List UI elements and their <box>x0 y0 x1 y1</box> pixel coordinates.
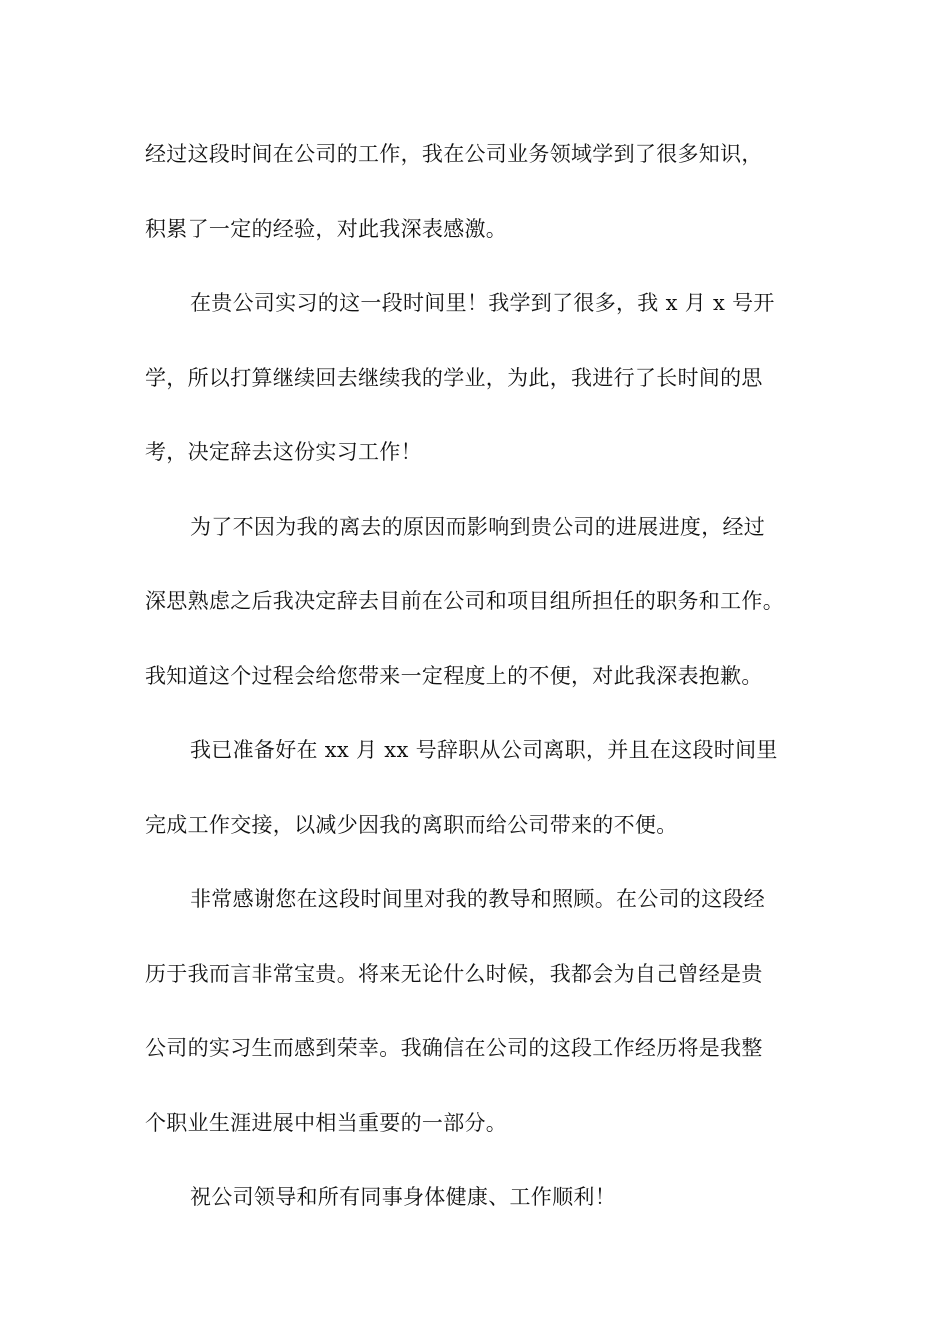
text-line: 历于我而言非常宝贵。将来无论什么时候，我都会为自己曾经是贵 <box>145 961 763 986</box>
text-line: 积累了一定的经验，对此我深表感激。 <box>145 216 508 241</box>
text-line: 我知道这个过程会给您带来一定程度上的不便，对此我深表抱歉。 <box>145 663 763 688</box>
closing-wish-line: 祝公司领导和所有同事身体健康、工作顺利！ <box>190 1185 616 1209</box>
text-line: 个职业生涯进展中相当重要的一部分。 <box>145 1110 508 1135</box>
paragraph-start-line: 为了不因为我的离去的原因而影响到贵公司的进展进度，经过 <box>190 514 766 539</box>
text-line: 经过这段时间在公司的工作，我在公司业务领域学到了很多知识， <box>145 142 763 166</box>
paragraph-start-line: 在贵公司实习的这一段时间里！我学到了很多，我 x 月 x 号开 <box>190 291 775 315</box>
text-line: 公司的实习生而感到荣幸。我确信在公司的这段工作经历将是我整 <box>145 1036 763 1060</box>
paragraph-start-line: 非常感谢您在这段时间里对我的教导和照顾。在公司的这段经 <box>190 887 766 911</box>
paragraph-start-line: 我已准备好在 xx 月 xx 号辞职从公司离职，并且在这段时间里 <box>190 738 778 762</box>
text-line: 完成工作交接，以减少因我的离职而给公司带来的不便。 <box>145 812 678 837</box>
text-line: 学，所以打算继续回去继续我的学业，为此，我进行了长时间的思 <box>145 365 763 390</box>
text-line: 深思熟虑之后我决定辞去目前在公司和项目组所担任的职务和工作。 <box>145 589 784 613</box>
letter-body <box>145 117 815 1235</box>
text-line: 考，决定辞去这份实习工作！ <box>145 440 422 464</box>
